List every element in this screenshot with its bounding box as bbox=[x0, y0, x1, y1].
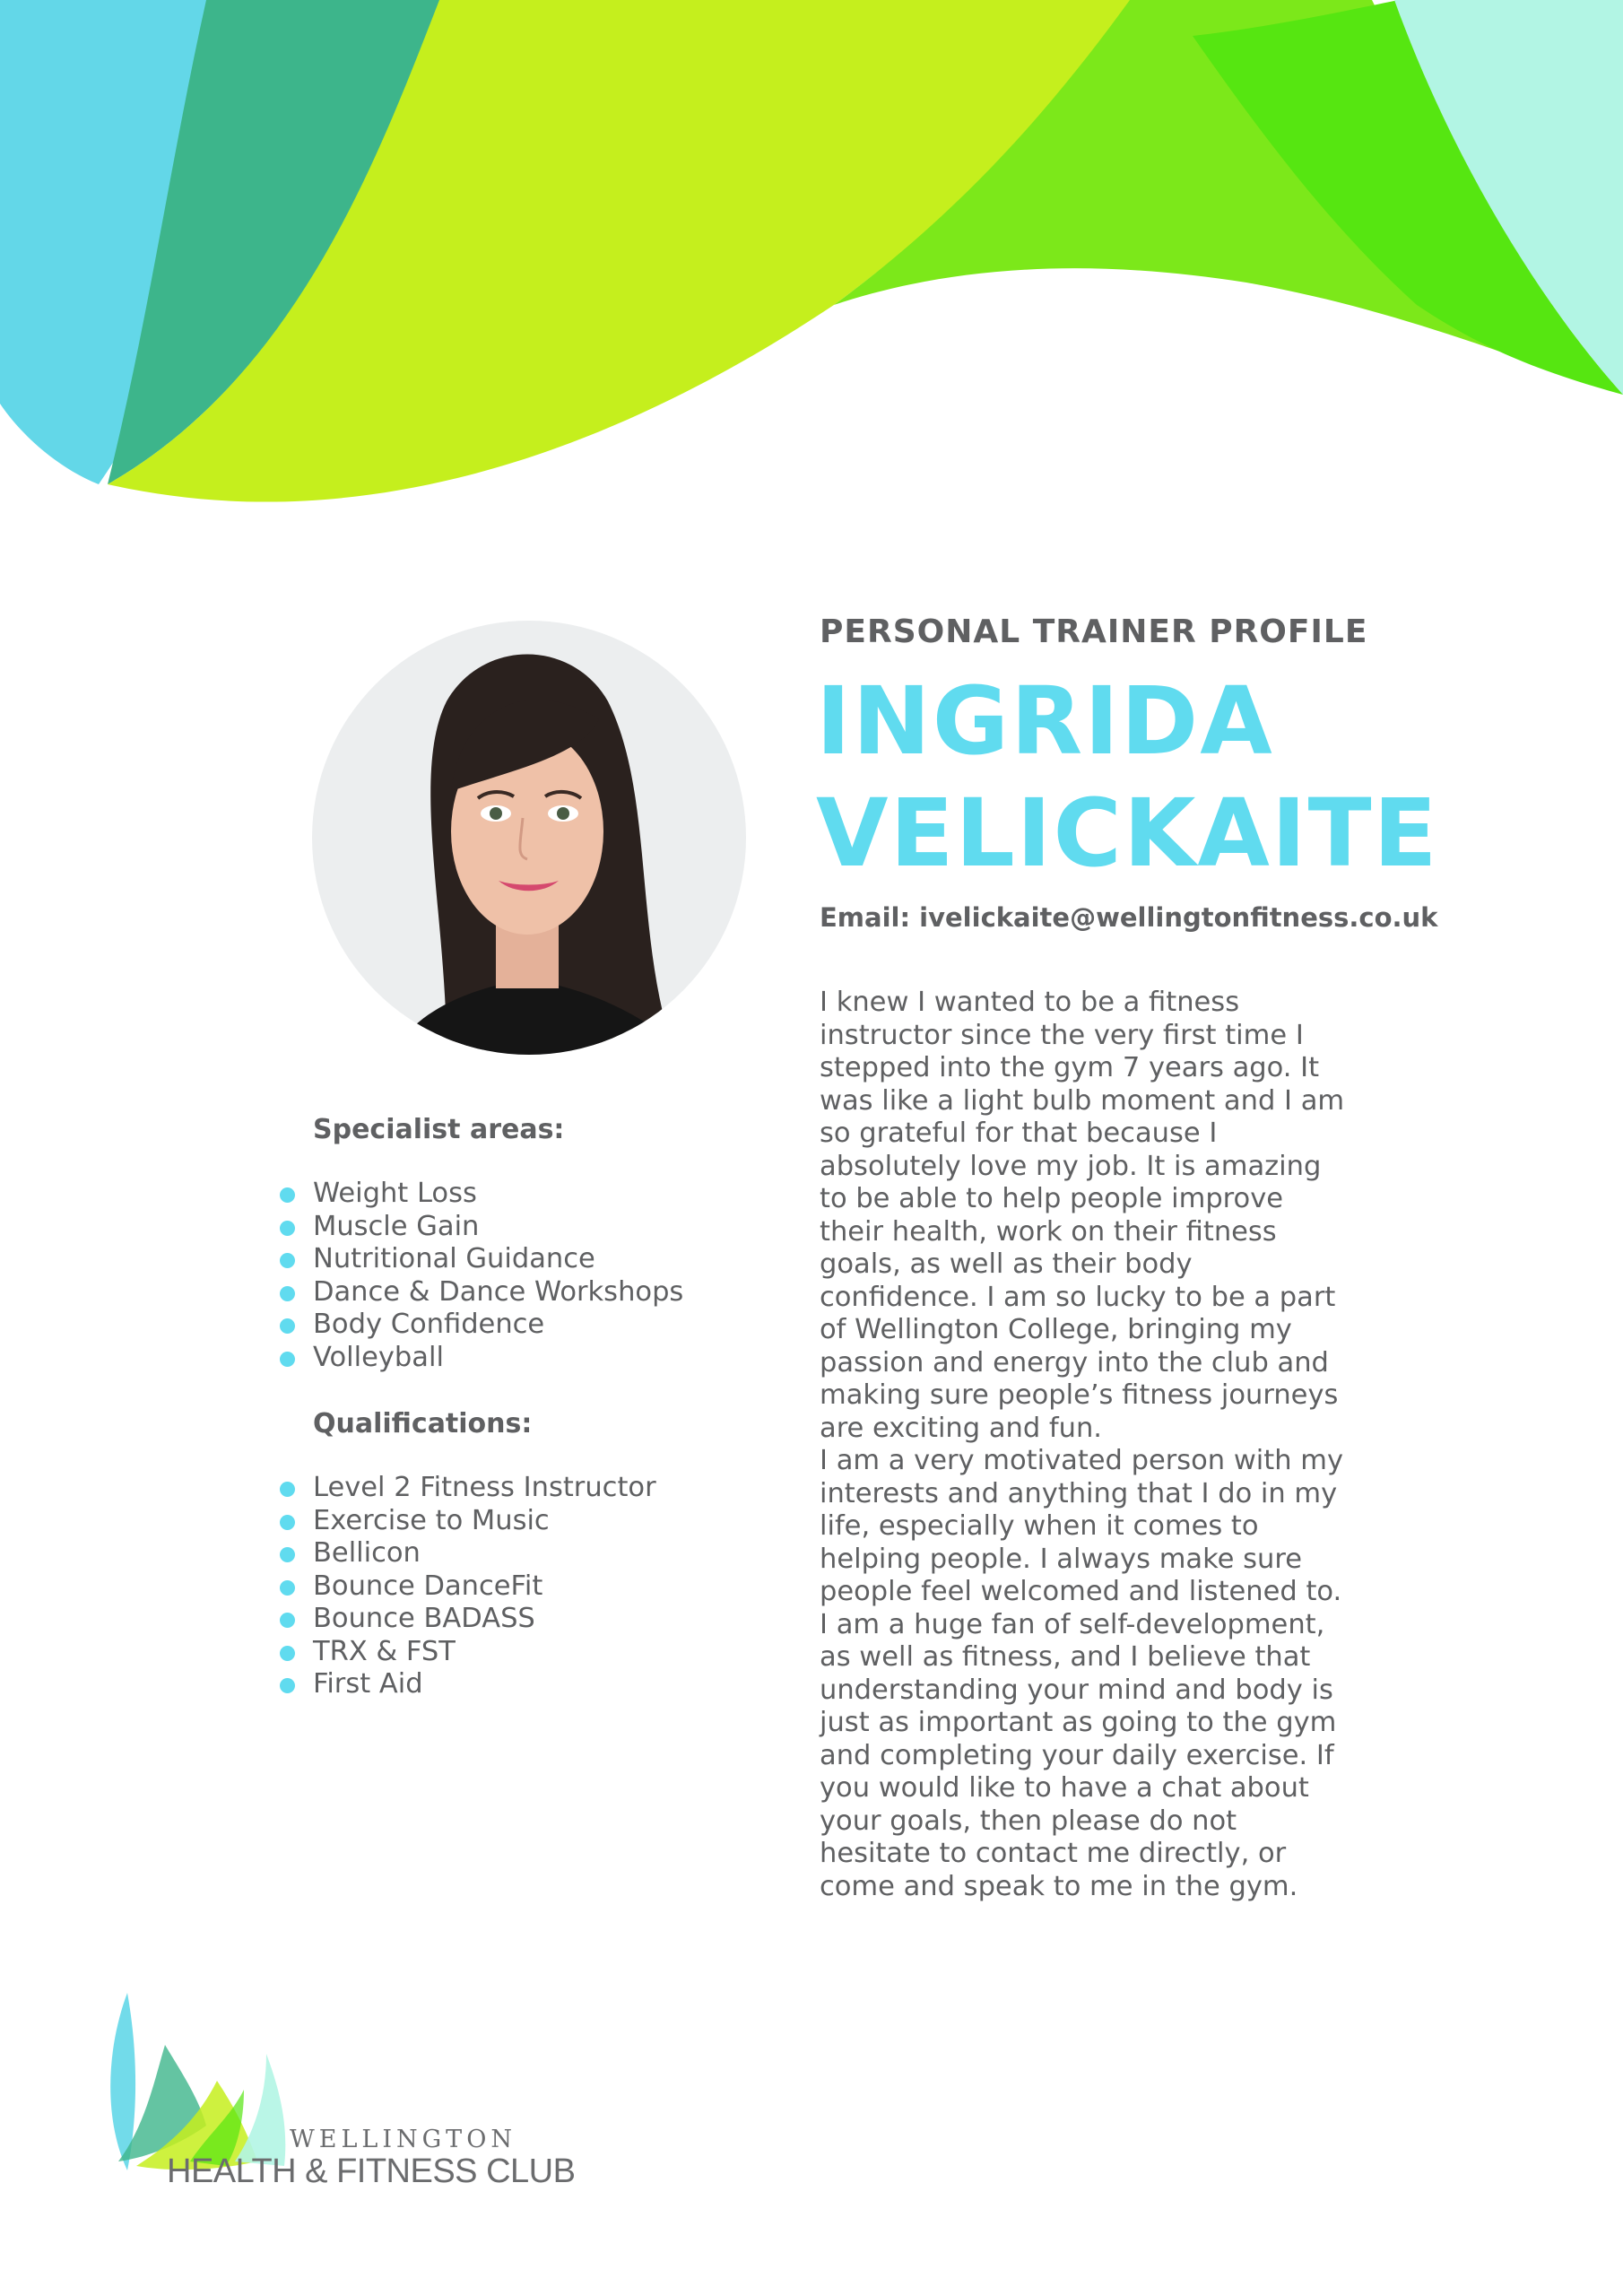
list-item: TRX & FST bbox=[280, 1636, 656, 1669]
trainer-first-name: INGRIDA bbox=[816, 666, 1274, 776]
header-wave-art bbox=[0, 0, 1623, 538]
profile-subtitle: PERSONAL TRAINER PROFILE bbox=[820, 613, 1368, 650]
specialist-areas-list bbox=[280, 1178, 683, 1374]
bullet-icon bbox=[280, 1318, 295, 1334]
bullet-icon bbox=[280, 1580, 295, 1596]
list-item: Level 2 Fitness Instructor bbox=[280, 1472, 656, 1505]
list-item: Dance & Dance Workshops bbox=[280, 1276, 683, 1309]
qualifications-list bbox=[280, 1472, 656, 1701]
logo-wordmark-bottom: HEALTH & FITNESS CLUB bbox=[167, 2152, 576, 2190]
bullet-icon bbox=[280, 1253, 295, 1268]
bullet-icon bbox=[280, 1352, 295, 1367]
bullet-icon bbox=[280, 1187, 295, 1203]
bullet-icon bbox=[280, 1678, 295, 1693]
list-item: Weight Loss bbox=[280, 1178, 683, 1211]
qualifications-heading: Qualifications: bbox=[313, 1408, 533, 1439]
trainer-photo bbox=[312, 621, 746, 1055]
bio-paragraph-2: I am a very motivated person with my interests and anything that I do in my life, especially when it comes to helping people. I always make sure people feel welcomed and listened to. I am a huge fan of self-development, as well as fitness, and I believe that understanding your mind and body is just as important as going to the gym and completing your daily exercise. If you would like to have a chat about your goals, then please do not hesitate to contact me directly, or come and speak to me in the gym. bbox=[820, 1445, 1343, 1902]
list-item: Bounce BADASS bbox=[280, 1603, 656, 1636]
bio-paragraph-1: I knew I wanted to be a fitness instructor since the very first time I stepped into the gym 7 years ago. It was like a light bulb moment and I am so grateful for that because I absolutely love my job. It is amazing to be able to help people improve their health, work on their fitness goals, as well as their body confidence. I am so lucky to be a part of Wellington College, bringing my passion and energy into the club and making sure people’s fitness journeys are exciting and fun. bbox=[820, 987, 1345, 1444]
bullet-icon bbox=[280, 1515, 295, 1530]
trainer-last-name: VELICKAITE bbox=[816, 778, 1439, 888]
list-item: Bounce DanceFit bbox=[280, 1570, 656, 1604]
bullet-icon bbox=[280, 1646, 295, 1661]
specialist-areas-heading: Specialist areas: bbox=[313, 1114, 565, 1145]
bullet-icon bbox=[280, 1482, 295, 1497]
list-item: Body Confidence bbox=[280, 1309, 683, 1342]
list-item: Muscle Gain bbox=[280, 1211, 683, 1244]
list-item: First Aid bbox=[280, 1668, 656, 1701]
list-item: Volleyball bbox=[280, 1342, 683, 1375]
trainer-email[interactable]: Email: ivelickaite@wellingtonfitness.co.uk bbox=[820, 902, 1438, 933]
bullet-icon bbox=[280, 1547, 295, 1562]
bullet-icon bbox=[280, 1221, 295, 1236]
list-item: Exercise to Music bbox=[280, 1505, 656, 1538]
bullet-icon bbox=[280, 1286, 295, 1301]
logo-wordmark-top: WELLINGTON bbox=[290, 2126, 516, 2153]
list-item: Nutritional Guidance bbox=[280, 1243, 683, 1276]
bullet-icon bbox=[280, 1613, 295, 1628]
list-item: Bellicon bbox=[280, 1537, 656, 1570]
